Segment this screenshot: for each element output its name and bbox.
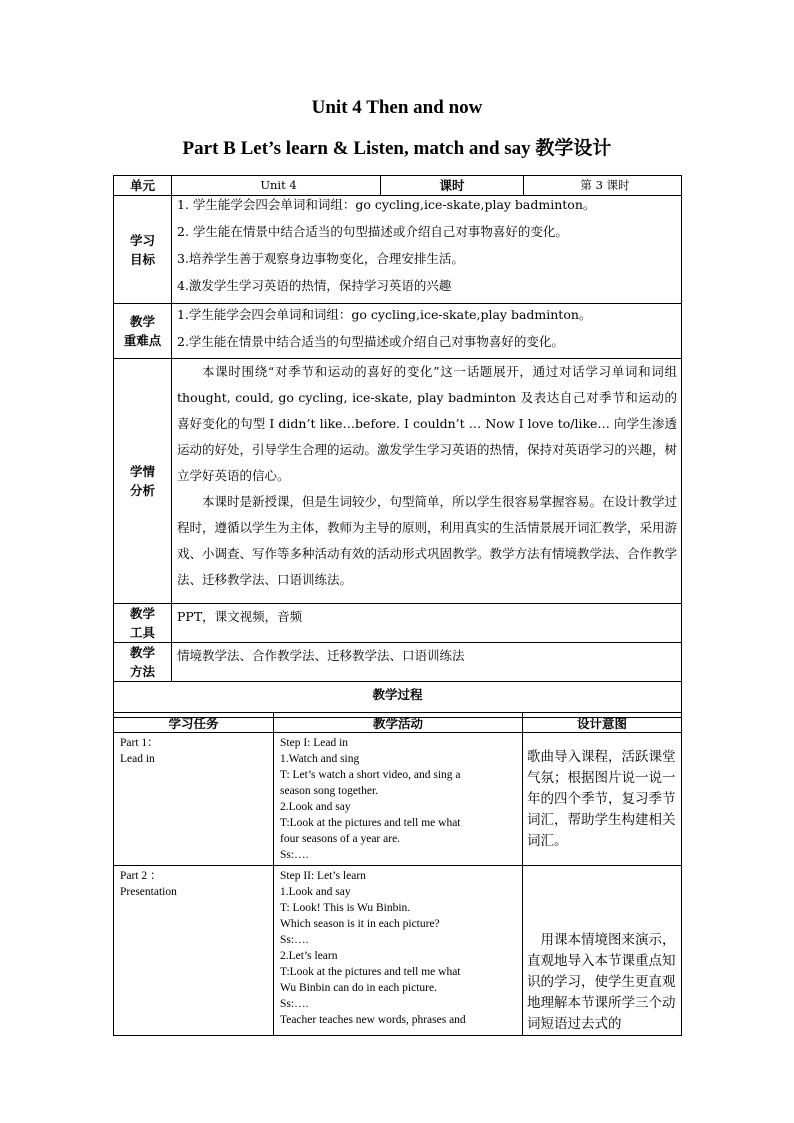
col-header-activity: 教学活动 — [274, 713, 523, 733]
process-table — [113, 712, 682, 1036]
col-header-task: 学习任务 — [114, 713, 274, 733]
objective-item: 1. 学生能学会四会单词和词组：go cycling,ice-skate,play badminton。 — [177, 197, 596, 212]
methods-value: 情境教学法、合作教学法、迁移教学法、口语训练法 — [172, 643, 682, 682]
objective-item: 3.培养学生善于观察身边事物变化，合理安排生活。 — [177, 251, 464, 266]
table-row — [114, 733, 682, 866]
table-row — [114, 866, 682, 1036]
activity-cell: Step I: Lead in 1.Watch and sing T: Let’s watch a short video, and sing a season song together. 2.Look and say T:Look at the pictures and tell me what four seasons of a year are. Ss:…. — [274, 733, 523, 866]
key-points-label: 教学 重难点 — [114, 304, 172, 359]
objective-item: 4.激发学生学习英语的热情，保持学习英语的兴趣 — [177, 278, 452, 293]
analysis-paragraph: 本课时围绕“对季节和运动的喜好的变化”这一话题展开，通过对话学习单词和词组 thought, could, go cycling, ice-skate, play badminton 及表达自己对季节和运动的喜好变化的句型 I didn’t like…before. I couldn’t … Now I love to/like… 向学生渗透运动的好处，引导学生合理的运动。激发学生学习英语的热情，保持对英语学习的兴趣，树立学好英语的信心。 — [177, 364, 678, 483]
objective-item: 2. 学生能在情景中结合适当的句型描述或介绍自己对事物喜好的变化。 — [177, 224, 568, 239]
col-header-intent: 设计意图 — [523, 713, 682, 733]
unit-label: 单元 — [114, 176, 172, 196]
key-point-item: 2.学生能在情景中结合适当的句型描述或介绍自己对事物喜好的变化。 — [177, 334, 564, 349]
unit-value: Unit 4 — [172, 176, 381, 196]
intent-cell: 歌曲导入课程，活跃课堂气氛；根据图片说一说一年的四个季节，复习季节词汇，帮助学生构建相关词汇。 — [523, 733, 682, 866]
period-label: 课时 — [381, 176, 524, 196]
intent-cell: 用课本情境图来演示，直观地导入本节课重点知识的学习，使学生更直观地理解本节课所学三个动词短语过去式的 — [523, 866, 682, 1036]
key-point-item: 1.学生能学会四会单词和词组：go cycling,ice-skate,play badminton。 — [177, 307, 592, 322]
objectives-list — [172, 196, 682, 304]
analysis-paragraph: 本课时是新授课，但是生词较少，句型简单，所以学生很容易掌握容易。在设计教学过程时，遵循以学生为主体，教师为主导的原则，利用真实的生活情景展开词汇教学，采用游戏、小调查、写作等多种活动有效的活动形式巩固教学。教学方法有情境教学法、合作教学法、迁移教学法、口语训练法。 — [177, 494, 678, 587]
period-value: 第 3 课时 — [524, 176, 682, 196]
lesson-info-table — [113, 175, 682, 718]
doc-subtitle: Part B Let’s learn & Listen, match and say 教学设计 — [182, 138, 612, 159]
task-cell: Part 1： Lead in — [114, 733, 274, 866]
tools-value: PPT，课文视频，音频 — [172, 604, 682, 643]
process-heading: 教学过程 — [114, 682, 682, 718]
tools-label: 教学 工具 — [114, 604, 172, 643]
key-points-list — [172, 304, 682, 359]
objectives-label: 学习 目标 — [114, 196, 172, 304]
task-cell: Part 2 ： Presentation — [114, 866, 274, 1036]
doc-title: Unit 4 Then and now — [311, 97, 483, 118]
methods-label: 教学 方法 — [114, 643, 172, 682]
analysis-text — [172, 359, 682, 604]
analysis-label: 学情 分析 — [114, 359, 172, 604]
activity-cell: Step II: Let’s learn 1.Look and say T: Look! This is Wu Binbin. Which season is it in each picture? Ss:…. 2.Let’s learn T:Look at the pictures and tell me what Wu Binbin can do in each picture. Ss:…. Teacher teaches new words, phrases and — [274, 866, 523, 1036]
